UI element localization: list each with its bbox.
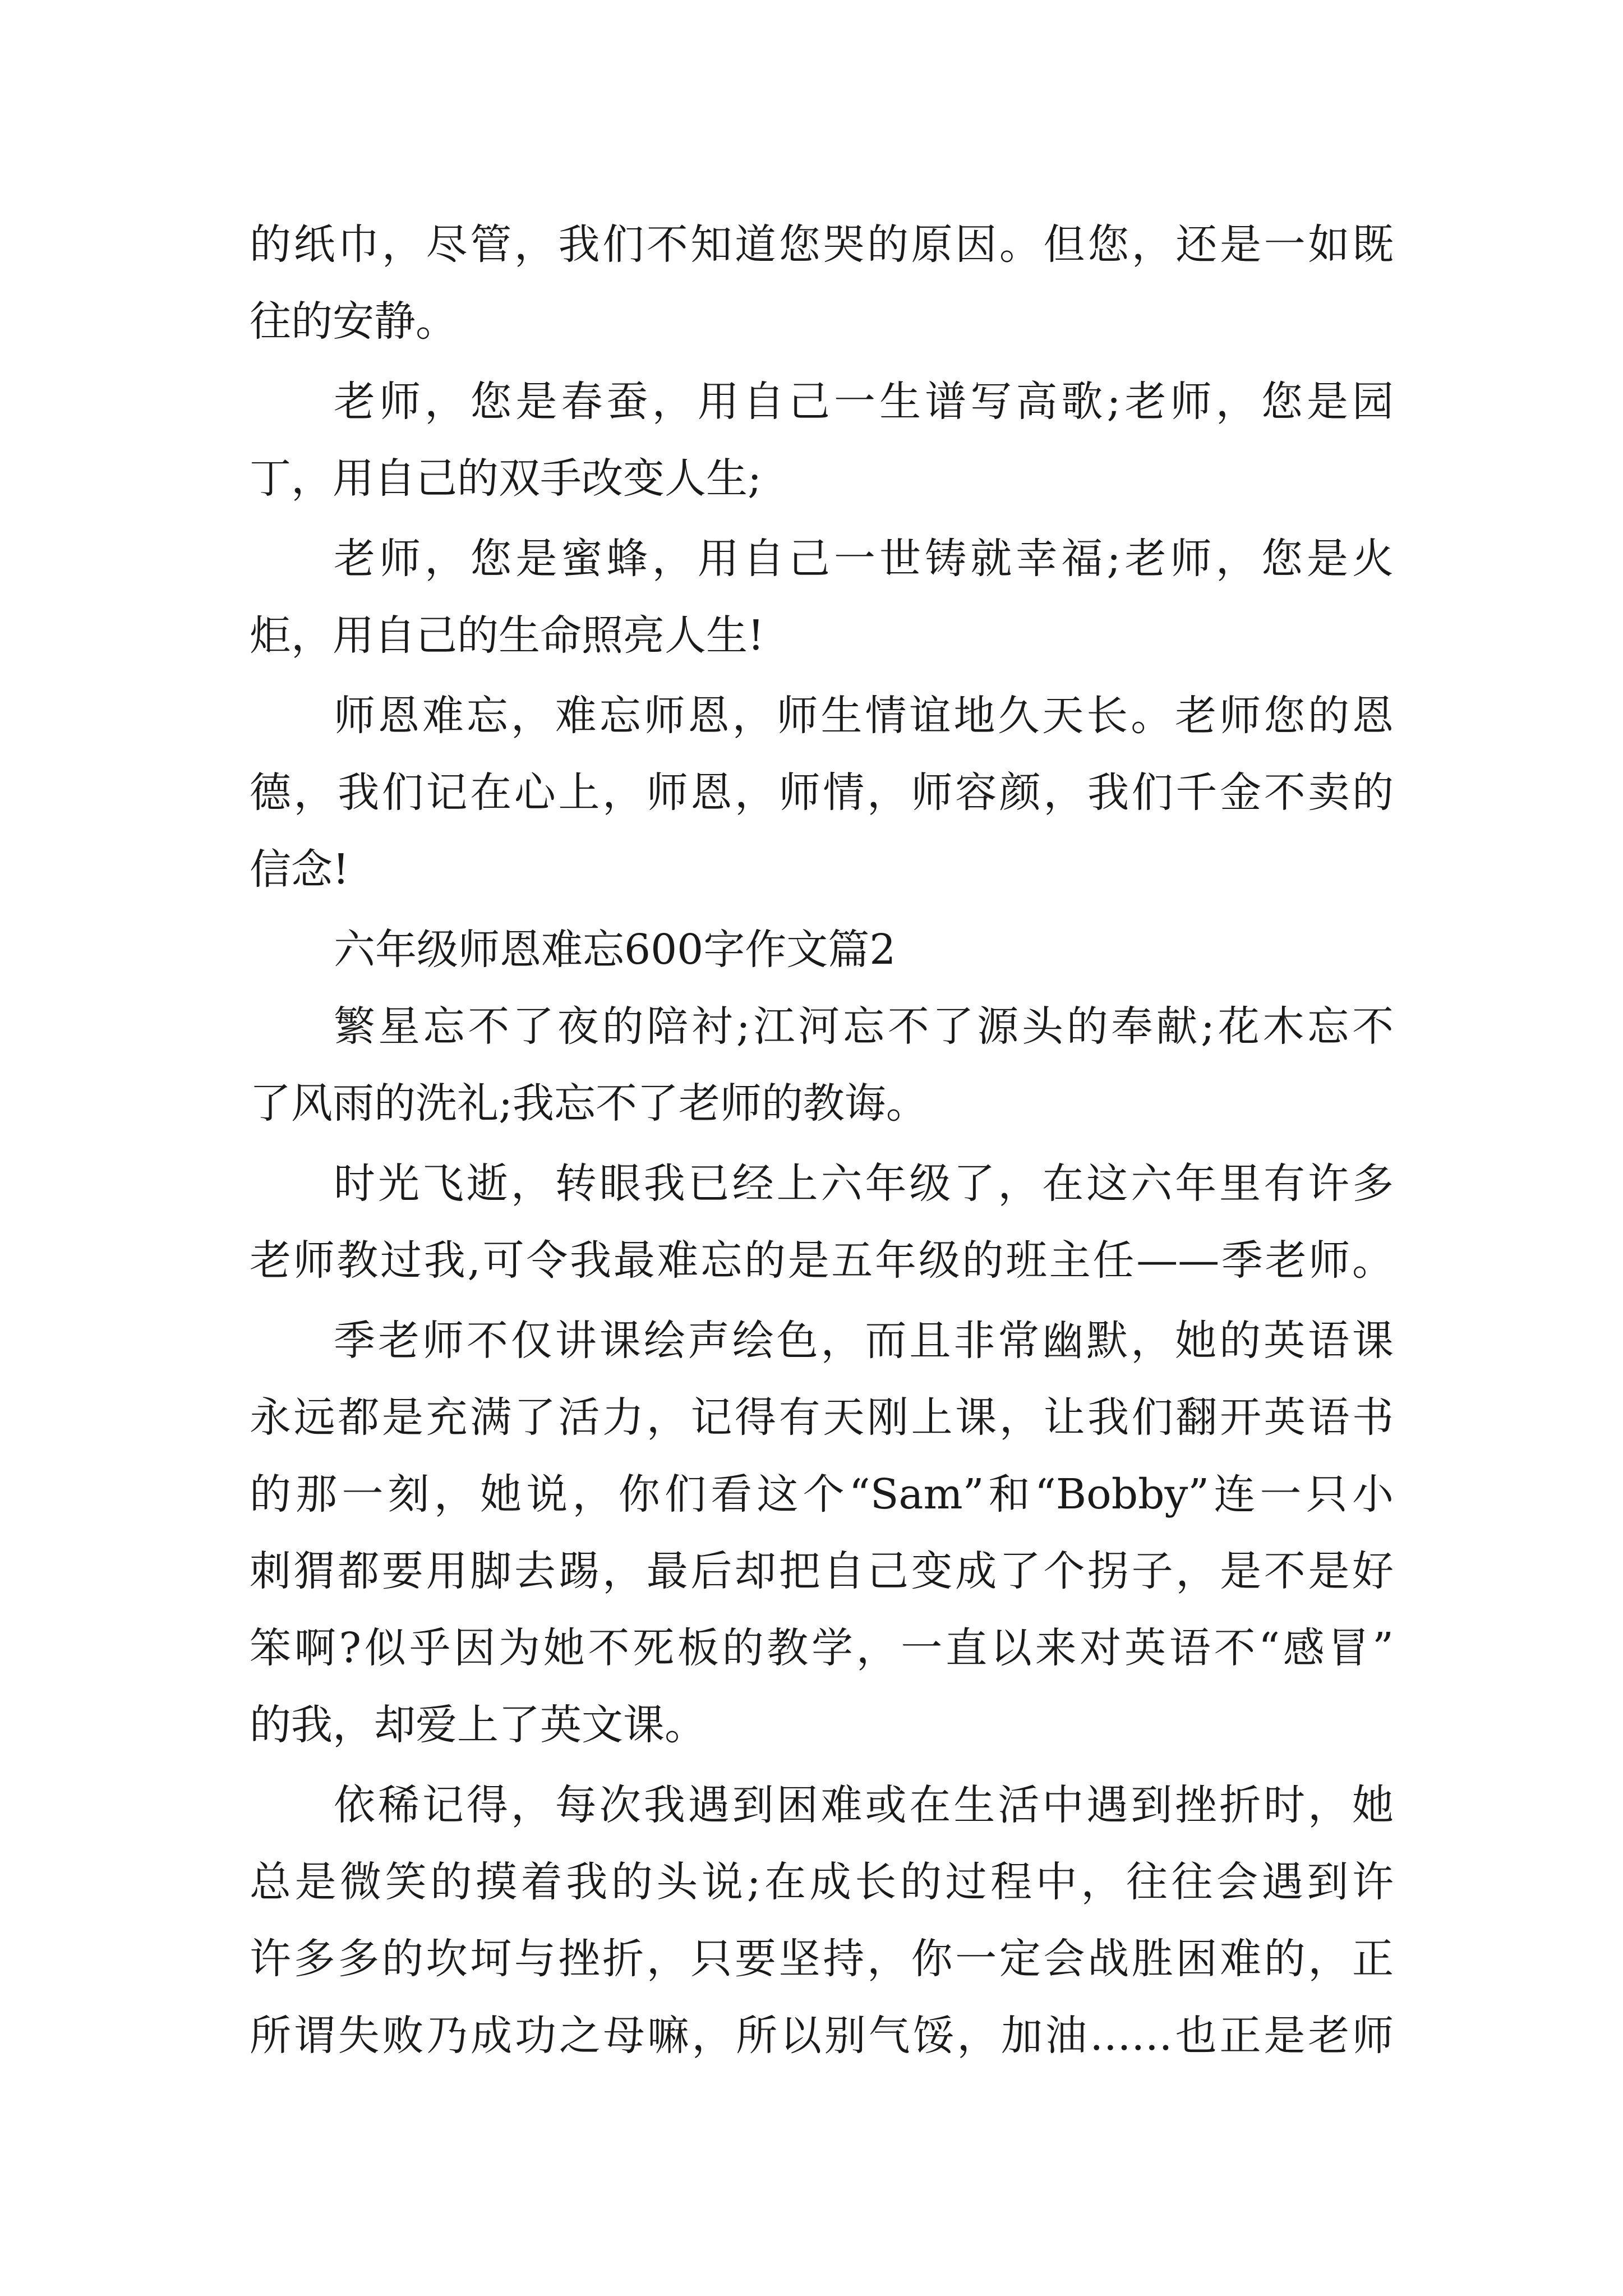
text-line: 丁，用自己的双手改变人生; (250, 454, 762, 503)
text-line: 了风雨的洗礼;我忘不了老师的教诲。 (250, 1079, 928, 1128)
text-line: 所谓失败乃成功之母嘛，所以别气馁，加油……也正是老师 (250, 2012, 1394, 2060)
text-line: 的我，却爱上了英文课。 (250, 1701, 706, 1749)
text-line: 的纸巾，尽管，我们不知道您哭的原因。但您，还是一如既 (250, 220, 1394, 269)
text-line: 德，我们记在心上，师恩，师情，师容颜，我们千金不卖的 (250, 769, 1394, 817)
text-line: 的那一刻，她说，你们看这个“Sam”和“Bobby”连一只小 (250, 1470, 1394, 1519)
paragraph-first-line: 老师，您是春蚕，用自己一生谱写高歌;老师，您是园 (334, 378, 1394, 426)
paragraph-first-line: 时光飞逝，转眼我已经上六年级了，在这六年里有许多 (334, 1159, 1394, 1208)
text-line: 总是微笑的摸着我的头说;在成长的过程中，往往会遇到许 (250, 1858, 1394, 1906)
paragraph-first-line: 师恩难忘，难忘师恩，师生情谊地久天长。老师您的恩 (334, 692, 1394, 740)
text-line: 刺猬都要用脚去踢，最后却把自己变成了个拐子，是不是好 (250, 1547, 1394, 1595)
text-line: 往的安静。 (250, 297, 457, 346)
document-body (250, 206, 1394, 2074)
paragraph-first-line: 依稀记得，每次我遇到困难或在生活中遇到挫折时，她 (334, 1781, 1394, 1829)
text-line: 许多多的坎坷与挫折，只要坚持，你一定会战胜困难的，正 (250, 1935, 1394, 1983)
text-line: 老师教过我,可令我最难忘的是五年级的班主任——季老师。 (250, 1236, 1394, 1285)
paragraph-first-line: 季老师不仅讲课绘声绘色，而且非常幽默，她的英语课 (334, 1317, 1394, 1365)
text-line: 笨啊?似乎因为她不死板的教学，一直以来对英语不“感冒” (250, 1624, 1394, 1672)
section-heading: 六年级师恩难忘600字作文篇2 (334, 926, 896, 974)
text-line: 信念! (250, 845, 349, 894)
text-line: 永远都是充满了活力，记得有天刚上课，让我们翻开英语书 (250, 1393, 1394, 1442)
paragraph-first-line: 繁星忘不了夜的陪衬;江河忘不了源头的奉献;花木忘不 (334, 1002, 1394, 1051)
paragraph-first-line: 老师，您是蜜蜂，用自己一世铸就幸福;老师，您是火 (334, 535, 1394, 583)
text-line: 炬，用自己的生命照亮人生! (250, 611, 764, 660)
